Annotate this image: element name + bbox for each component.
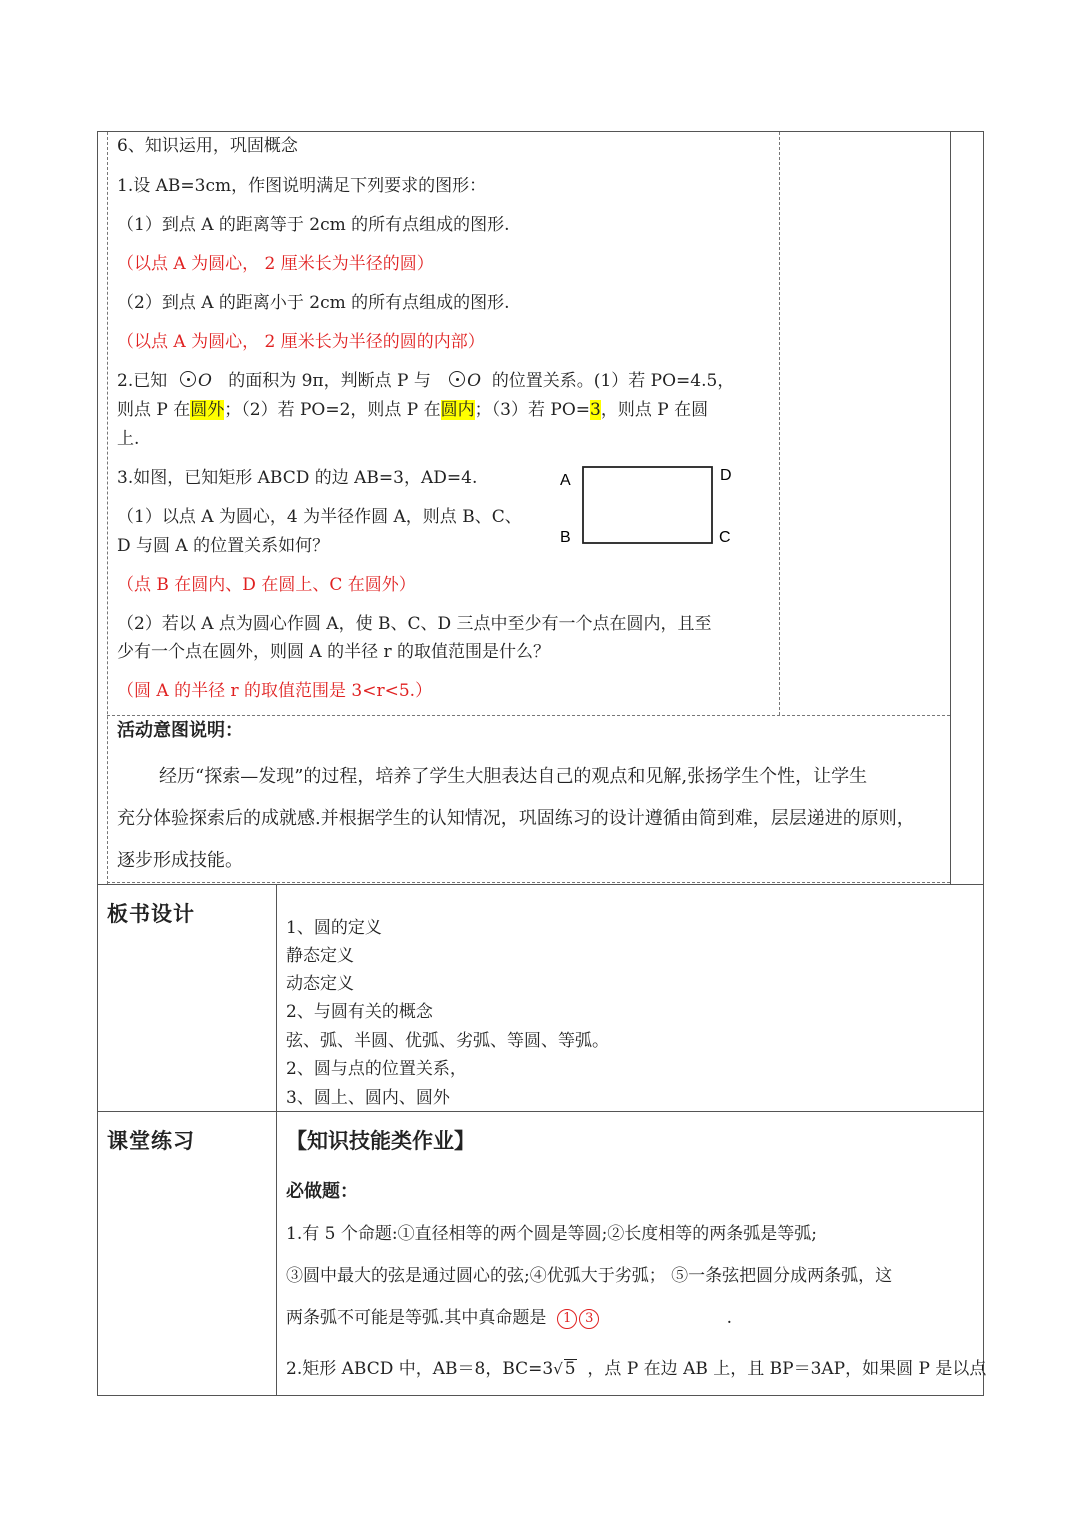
vertex-label-d: D (720, 467, 732, 484)
table-border-right-outer (983, 131, 984, 1396)
answer-circled-3: 3 (579, 1309, 599, 1329)
inner-dashed-mid (779, 132, 780, 715)
q2-text-c: 的位置关系。(1）若 PO=4.5， (491, 371, 735, 391)
practice-heading: 【知识技能类作业】 (286, 1128, 475, 1153)
intent-line-3: 逐步形成技能。 (117, 850, 243, 871)
q2-answer-inside: 圆内 (440, 400, 475, 420)
board-item: 静态定义 (286, 946, 354, 966)
question-1-part-1: （1）到点 A 的距离等于 2cm 的所有点组成的图形. (117, 215, 510, 235)
circle-dot-icon (180, 371, 196, 387)
required-label: 必做题： (286, 1181, 358, 1202)
intent-line-2: 充分体验探索后的成就感.并根据学生的认知情况，巩固练习的设计遵循由简到难，层层递进的原则， (117, 808, 915, 829)
q2-text-g: ，则点 P 在圆 (600, 400, 709, 420)
question-2-line-2 (117, 399, 708, 421)
practice-1-line-3-text: 两条弧不可能是等弧.其中真命题是 (286, 1308, 547, 1328)
q2-text-a: 2.已知 (117, 371, 168, 391)
board-item: 2、圆与点的位置关系， (286, 1059, 467, 1079)
rectangle-abcd-figure (550, 458, 750, 554)
table-border-right-upper (950, 131, 951, 885)
question-3-part-1-line-2: D 与圆 A 的位置关系如何？ (117, 536, 330, 556)
question-3: 3.如图，已知矩形 ABCD 的边 AB=3，AD=4. (117, 468, 478, 488)
board-design-label: 板书设计 (107, 901, 195, 926)
q2-answer-outside: 圆外 (190, 400, 225, 420)
question-3-part-2-line-1: （2）若以 A 点为圆心作圆 A，使 B、C、D 三点中至少有一个点在圆内，且至 (117, 614, 712, 634)
practice-1-end: . (726, 1308, 733, 1328)
board-item: 2、与圆有关的概念 (286, 1002, 433, 1022)
vertex-label-b: B (560, 529, 571, 546)
section6-heading: 6、知识运用，巩固概念 (117, 136, 298, 156)
q2-text-f: ；（3）若 PO= (474, 400, 590, 420)
question-3-part-2-line-2: 少有一个点在圆外，则圆 A 的半径 r 的取值范围是什么？ (117, 642, 551, 662)
practice-label: 课堂练习 (107, 1128, 195, 1153)
question-3-part-2-answer: （圆 A 的半径 r 的取值范围是 3<r<5.） (117, 681, 433, 701)
practice-1-line-3 (286, 1307, 732, 1329)
board-item: 3、圆上、圆内、圆外 (286, 1088, 450, 1108)
table-border-bottom (97, 1395, 984, 1396)
inner-dashed-left (107, 132, 108, 884)
inner-dashed-bottom (107, 882, 950, 883)
question-2-line-1 (117, 370, 734, 392)
q2-circle-o-2: O (467, 371, 481, 391)
question-2-line-3: 上. (117, 429, 140, 449)
question-1-part-2: （2）到点 A 的距离小于 2cm 的所有点组成的图形. (117, 293, 510, 313)
q2-text-b: 的面积为 9π，判断点 P 与 (228, 371, 431, 391)
board-item: 1、圆的定义 (286, 918, 382, 938)
q2-answer-three: 3 (590, 400, 601, 420)
circle-dot-icon (449, 371, 465, 387)
sqrt-radical-icon: √ (553, 1360, 563, 1378)
question-3-part-1-line-1: （1）以点 A 为圆心，4 为半径作圆 A，则点 B、C、 (117, 507, 522, 527)
intent-title: 活动意图说明： (117, 720, 243, 741)
row-divider-board (97, 884, 984, 885)
practice-2-text-b: ，点 P 在边 AB 上，且 BP＝3AP，如果圆 P 是以点 (587, 1359, 987, 1379)
question-3-part-1-answer: （点 B 在圆内、D 在圆上、C 在圆外） (117, 575, 416, 595)
practice-1-line-2: ③圆中最大的弦是通过圆心的弦;④优弧大于劣弧； ⑤一条弦把圆分成两条弧，这 (286, 1266, 893, 1286)
intent-line-1: 经历“探索—发现”的过程，培养了学生大胆表达自己的观点和见解,张扬学生个性，让学生 (159, 766, 868, 787)
practice-2-sqrt-value: 5 (564, 1359, 576, 1379)
q2-text-e: ；（2）若 PO=2，则点 P 在 (224, 400, 441, 420)
board-item: 动态定义 (286, 974, 354, 994)
table-border-top (97, 131, 984, 132)
row-divider-practice (97, 1111, 984, 1112)
practice-2-text-a: 2.矩形 ABCD 中，AB＝8，BC=3 (286, 1359, 554, 1379)
practice-1-line-1: 1.有 5 个命题:①直径相等的两个圆是等圆;②长度相等的两条弧是等弧; (286, 1224, 818, 1244)
q2-circle-o-1: O (198, 371, 212, 391)
label-column-divider (276, 884, 277, 1396)
practice-2-line-1 (286, 1358, 986, 1380)
question-1-part-1-answer: （以点 A 为圆心， 2 厘米长为半径的圆） (117, 254, 434, 274)
vertex-label-c: C (719, 529, 731, 546)
q2-text-d: 则点 P 在 (117, 400, 191, 420)
question-1-part-2-answer: （以点 A 为圆心， 2 厘米长为半径的圆的内部） (117, 332, 485, 352)
board-item: 弦、弧、半圆、优弧、劣弧、等圆、等弧。 (286, 1031, 609, 1051)
table-border-left (97, 131, 98, 1396)
inner-dashed-separator (107, 715, 950, 716)
answer-circled-1: 1 (557, 1309, 577, 1329)
rectangle-abcd-shape (583, 467, 712, 543)
vertex-label-a: A (560, 472, 571, 489)
question-1: 1.设 AB=3cm，作图说明满足下列要求的图形： (117, 176, 487, 196)
